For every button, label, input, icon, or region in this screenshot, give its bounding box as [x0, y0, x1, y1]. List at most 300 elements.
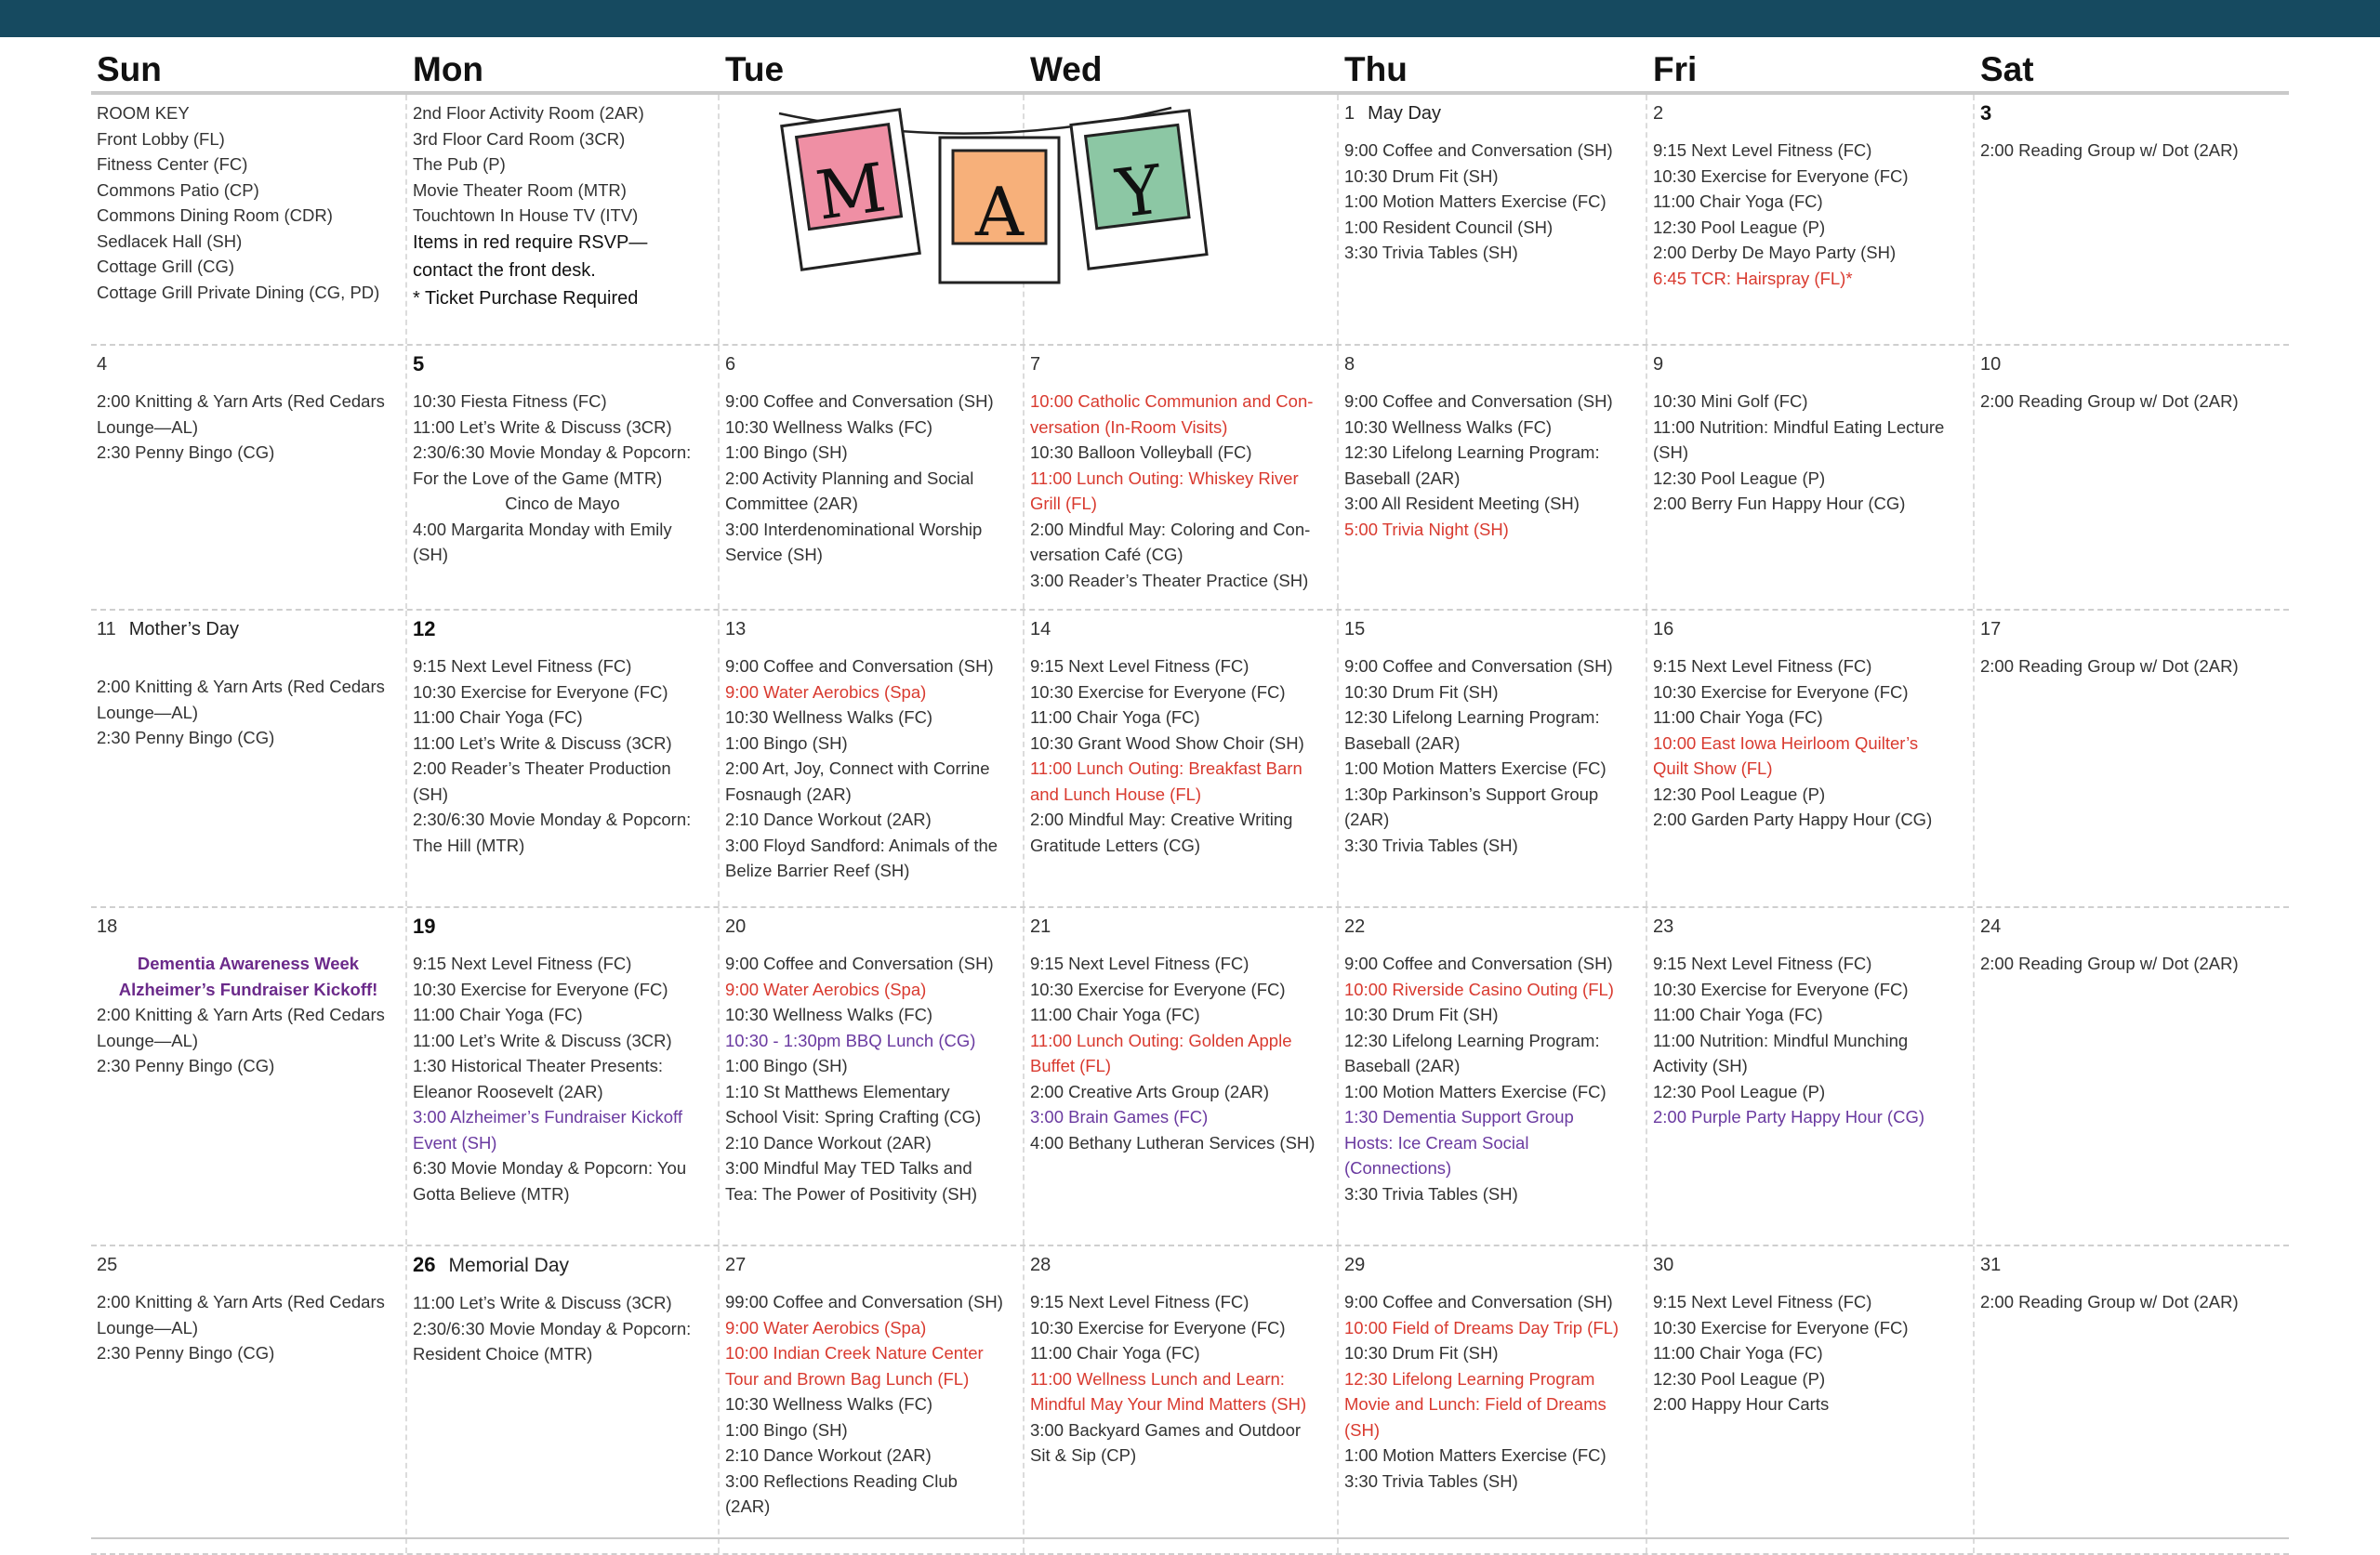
event-line: 11:00 Wellness Lunch and Learn: [1030, 1368, 1285, 1389]
day-number: 27 [725, 1255, 747, 1275]
event-line: 11:00 Chair Yoga (FC) [1653, 1343, 1823, 1363]
day-number-row [1030, 916, 1331, 938]
event-line: 11:00 Lunch Outing: Golden Apple [1030, 1030, 1292, 1050]
event-line: 10:00 Indian Creek Nature Center [725, 1343, 984, 1363]
event-line: Baseball (2AR) [1344, 732, 1461, 753]
day-number: 25 [97, 1255, 118, 1275]
event-line: (SH) [1344, 1419, 1381, 1440]
event-line: 10:30 Wellness Walks (FC) [725, 707, 933, 727]
event-line: 1:00 Motion Matters Exercise (FC) [1344, 1445, 1606, 1465]
event-line: Baseball (2AR) [1344, 468, 1461, 488]
event-line: 10:30 Exercise for Everyone (FC) [413, 681, 668, 702]
event-line: 11:00 Chair Yoga (FC) [413, 707, 583, 727]
day-cell [1975, 95, 2289, 344]
room-key-item: 3rd Floor Card Room (3CR) [413, 128, 626, 149]
event-line: The Hill (MTR) [413, 835, 525, 855]
day-cell [407, 1246, 720, 1553]
day-number-row [413, 618, 712, 640]
event-line: 2:00 Derby De Mayo Party (SH) [1653, 243, 1897, 262]
event-line: 10:30 Wellness Walks (FC) [1344, 416, 1553, 437]
day-number: 21 [1030, 916, 1051, 937]
day-number-row [1030, 618, 1331, 640]
event-line: 12:30 Pool League (P) [1653, 1081, 1826, 1101]
day-number: 8 [1344, 354, 1355, 375]
day-number-row [725, 1254, 1017, 1276]
day-number: 30 [1653, 1255, 1674, 1275]
day-number-row [1344, 618, 1640, 640]
event-line: 2:30 Penny Bingo (CG) [97, 1343, 275, 1363]
event-line: 2:00 Purple Party Happy Hour (CG) [1653, 1107, 1925, 1127]
event-line: 9:15 Next Level Fitness (FC) [413, 954, 632, 973]
day-number-row [1980, 1254, 2283, 1276]
event-line: 9:00 Water Aerobics (Spa) [725, 1317, 927, 1338]
day-number-row [413, 1254, 712, 1277]
event-line: Lounge—AL) [97, 702, 199, 722]
day-number: 22 [1344, 916, 1366, 937]
holiday-label: Memorial Day [448, 1255, 570, 1276]
day-cell [91, 611, 407, 906]
day-number: 10 [1980, 354, 2002, 375]
event-line: 3:30 Trivia Tables (SH) [1344, 243, 1518, 262]
event-line: 11:00 Lunch Outing: Breakfast Barn [1030, 758, 1302, 778]
event-line: 3:30 Trivia Tables (SH) [1344, 1183, 1518, 1204]
event-line: 2:00 Knitting & Yarn Arts (Red Cedars [97, 391, 385, 411]
rsvp-note: contact the front desk. [413, 259, 596, 281]
event-line: 11:00 Chair Yoga (FC) [1653, 707, 1823, 727]
day-number-row [1344, 916, 1640, 938]
day-number-row [97, 618, 400, 640]
event-line: 10:30 Exercise for Everyone (FC) [1653, 1317, 1909, 1338]
event-line: Buffet (FL) [1030, 1056, 1112, 1075]
event-line: 2:00 Reading Group w/ Dot (2AR) [1980, 1292, 2239, 1311]
room-key-item: The Pub (P) [413, 154, 506, 174]
event-line: Lounge—AL) [97, 416, 199, 437]
event-line: 3:00 Backyard Games and Outdoor [1030, 1419, 1302, 1440]
event-line: 2:00 Knitting & Yarn Arts (Red Cedars [97, 1005, 385, 1024]
weekday-header-sat: Sat [1980, 50, 2034, 88]
event-line: 9:00 Water Aerobics (Spa) [725, 681, 927, 702]
day-number-row [1653, 1254, 1967, 1276]
event-line: and Lunch House (FL) [1030, 784, 1202, 804]
day-number: 29 [1344, 1255, 1366, 1275]
event-line: 12:30 Pool League (P) [1653, 468, 1826, 488]
weekday-header-wed: Wed [1030, 50, 1103, 88]
event-line: 9:15 Next Level Fitness (FC) [1030, 1292, 1250, 1311]
ticket-note: * Ticket Purchase Required [413, 287, 639, 309]
event-line: 3:00 Floyd Sandford: Animals of the [725, 835, 998, 855]
event-line: 9:15 Next Level Fitness (FC) [1653, 954, 1872, 973]
event-line: 11:00 Chair Yoga (FC) [1653, 191, 1823, 211]
event-line: 11:00 Chair Yoga (FC) [1030, 707, 1200, 727]
day-cell [1975, 1246, 2289, 1553]
event-line: 6:45 TCR: Hairspray (FL)* [1653, 268, 1853, 288]
event-line: 12:30 Pool League (P) [1653, 1368, 1826, 1389]
day-number: 2 [1653, 103, 1664, 124]
event-line: 11:00 Chair Yoga (FC) [1030, 1343, 1200, 1363]
day-number: 16 [1653, 619, 1674, 639]
event-line: Committee (2AR) [725, 494, 858, 513]
day-cell [1647, 346, 1975, 609]
event-line: 10:30 Balloon Volleyball (FC) [1030, 442, 1252, 462]
day-cell [1647, 908, 1975, 1245]
event-line: 10:30 Wellness Walks (FC) [725, 416, 933, 437]
day-number: 18 [97, 916, 118, 937]
day-number: 7 [1030, 354, 1041, 375]
day-cell [1025, 611, 1339, 906]
day-cell [1647, 95, 1975, 344]
event-line: 1:00 Bingo (SH) [725, 732, 848, 753]
day-cell [1975, 908, 2289, 1245]
event-line: versation (In-Room Visits) [1030, 416, 1228, 437]
day-number-row [1344, 102, 1640, 125]
holiday-label: Mother’s Day [128, 619, 239, 639]
day-cell [1339, 1246, 1647, 1553]
event-line: 9:15 Next Level Fitness (FC) [1653, 1292, 1872, 1311]
event-line: 4:00 Bethany Lutheran Services (SH) [1030, 1132, 1316, 1153]
day-cell [1975, 346, 2289, 609]
event-line: Resident Choice (MTR) [413, 1344, 593, 1364]
event-line: 11:00 Nutrition: Mindful Munching [1653, 1030, 1909, 1050]
event-line: 12:30 Pool League (P) [1653, 217, 1826, 237]
event-line: 12:30 Lifelong Learning Program [1344, 1368, 1595, 1389]
event-line: 2:30 Penny Bingo (CG) [97, 1056, 275, 1075]
week-row [91, 908, 2289, 1246]
day-number-row [1653, 916, 1967, 938]
day-number: 15 [1344, 619, 1366, 639]
day-number-row [1344, 1254, 1640, 1276]
event-line: 10:30 Exercise for Everyone (FC) [413, 979, 668, 999]
event-line: Cinco de Mayo [505, 494, 620, 513]
room-key-item: Commons Patio (CP) [97, 179, 259, 200]
day-number-row [1980, 916, 2283, 938]
event-line: 1:00 Resident Council (SH) [1344, 217, 1554, 237]
banner-letter: M [811, 148, 891, 235]
day-cell [1339, 346, 1647, 609]
banner-letter: Y [1112, 150, 1166, 233]
event-line: 2:10 Dance Workout (2AR) [725, 1445, 932, 1465]
day-number: 23 [1653, 916, 1674, 937]
event-line: 9:00 Coffee and Conversation (SH) [1344, 140, 1613, 160]
room-key-item: Cottage Grill (CG) [97, 257, 235, 276]
day-number-row [1653, 618, 1967, 640]
event-line: (SH) [1653, 442, 1689, 462]
event-line: 9:00 Coffee and Conversation (SH) [725, 391, 994, 411]
room-key-item: Commons Dining Room (CDR) [97, 205, 333, 225]
day-number-row [1030, 1254, 1331, 1276]
event-line: 9:15 Next Level Fitness (FC) [1030, 954, 1250, 973]
event-line: 1:30 Dementia Support Group [1344, 1107, 1574, 1127]
event-line: 2:00 Activity Planning and Social [725, 468, 974, 488]
event-line: 11:00 Chair Yoga (FC) [1653, 1005, 1823, 1024]
room-key-item: Front Lobby (FL) [97, 128, 225, 149]
event-line: 1:00 Motion Matters Exercise (FC) [1344, 1081, 1606, 1101]
event-line: Grill (FL) [1030, 494, 1097, 513]
event-line: 11:00 Let’s Write & Discuss (3CR) [413, 1293, 672, 1312]
day-number-row [413, 353, 712, 376]
event-line: 2:30/6:30 Movie Monday & Popcorn: [413, 442, 692, 462]
event-line: 9:00 Coffee and Conversation (SH) [725, 954, 994, 973]
event-line: School Visit: Spring Crafting (CG) [725, 1107, 982, 1127]
event-line: Lounge—AL) [97, 1030, 199, 1050]
event-line: (SH) [413, 784, 449, 804]
rsvp-note: Items in red require RSVP— [413, 231, 648, 253]
event-line: 4:00 Margarita Monday with Emily [413, 519, 672, 539]
week-row [91, 611, 2289, 908]
weekday-header-thu: Thu [1344, 50, 1408, 88]
day-number: 26 [413, 1253, 436, 1276]
event-line: 3:00 Brain Games (FC) [1030, 1107, 1209, 1127]
event-line: 3:00 All Resident Meeting (SH) [1344, 494, 1580, 513]
day-cell [91, 908, 407, 1245]
day-number: 5 [413, 352, 425, 376]
event-line: 9:00 Coffee and Conversation (SH) [1344, 656, 1613, 676]
event-line: Mindful May Your Mind Matters (SH) [1030, 1394, 1307, 1414]
room-key-cell [91, 95, 407, 344]
event-line: 10:30 Exercise for Everyone (FC) [1030, 1317, 1286, 1338]
day-cell [720, 346, 1025, 609]
event-line: 1:00 Motion Matters Exercise (FC) [1344, 758, 1606, 778]
event-line: 2:00 Reader’s Theater Production [413, 758, 671, 778]
event-line: Movie and Lunch: Field of Dreams [1344, 1394, 1606, 1414]
event-line: 11:00 Chair Yoga (FC) [413, 1005, 583, 1024]
weekday-header-mon: Mon [413, 50, 484, 88]
event-line: 10:30 Drum Fit (SH) [1344, 1343, 1499, 1363]
event-line: 10:30 Drum Fit (SH) [1344, 681, 1499, 702]
day-cell [91, 1246, 407, 1553]
day-cell [720, 611, 1025, 906]
event-line: 10:00 Catholic Communion and Con- [1030, 391, 1314, 411]
event-line: 2:00 Berry Fun Happy Hour (CG) [1653, 494, 1906, 513]
day-number-row [1980, 353, 2283, 376]
event-line: Tea: The Power of Positivity (SH) [725, 1183, 978, 1204]
event-line: 11:00 Nutrition: Mindful Eating Lecture [1653, 416, 1945, 437]
day-number: 3 [1980, 101, 1992, 125]
event-line: Baseball (2AR) [1344, 1056, 1461, 1075]
event-line: 10:30 Drum Fit (SH) [1344, 1005, 1499, 1024]
day-number-row [1653, 102, 1967, 125]
room-key-cell-continued [407, 95, 720, 344]
event-line: 10:00 Riverside Casino Outing (FL) [1344, 979, 1614, 999]
event-line: 11:00 Let’s Write & Discuss (3CR) [413, 416, 672, 437]
event-line: 10:30 Fiesta Fitness (FC) [413, 391, 607, 411]
event-line: Belize Barrier Reef (SH) [725, 861, 910, 880]
event-line: 3:00 Mindful May TED Talks and [725, 1158, 972, 1178]
event-line: 3:00 Alzheimer’s Fundraiser Kickoff [413, 1107, 682, 1127]
event-line: 12:30 Lifelong Learning Program: [1344, 442, 1600, 462]
day-number-row [97, 916, 400, 938]
day-number-row [97, 1254, 400, 1276]
event-line: 10:30 Grant Wood Show Choir (SH) [1030, 732, 1304, 753]
event-line: 10:30 Exercise for Everyone (FC) [1030, 681, 1286, 702]
day-number: 9 [1653, 354, 1664, 375]
day-number-row [725, 353, 1017, 376]
banner-flag-m [782, 110, 919, 270]
event-line: 10:30 Wellness Walks (FC) [725, 1394, 933, 1414]
day-number: 28 [1030, 1255, 1051, 1275]
event-line: 2:00 Garden Party Happy Hour (CG) [1653, 810, 1933, 829]
event-line: Tour and Brown Bag Lunch (FL) [725, 1368, 970, 1389]
day-cell [407, 611, 720, 906]
event-line: Hosts: Ice Cream Social [1344, 1132, 1529, 1153]
event-line: 10:30 Mini Golf (FC) [1653, 391, 1808, 411]
day-number: 20 [725, 916, 747, 937]
day-cell [91, 346, 407, 609]
day-cell [407, 908, 720, 1245]
event-line: 1:00 Motion Matters Exercise (FC) [1344, 191, 1606, 211]
day-number-row [413, 916, 712, 938]
day-number: 31 [1980, 1255, 2002, 1275]
banner-flag-a [940, 138, 1059, 283]
event-line: Fosnaugh (2AR) [725, 784, 852, 804]
event-line: Eleanor Roosevelt (2AR) [413, 1081, 603, 1101]
event-line: 2:00 Reading Group w/ Dot (2AR) [1980, 656, 2239, 676]
event-line: 2:00 Reading Group w/ Dot (2AR) [1980, 954, 2239, 973]
event-line: 12:30 Lifelong Learning Program: [1344, 707, 1600, 727]
event-line: 10:30 Exercise for Everyone (FC) [1653, 165, 1909, 186]
event-line: 9:15 Next Level Fitness (FC) [413, 656, 632, 676]
event-line: 2:30/6:30 Movie Monday & Popcorn: [413, 810, 692, 829]
day-cell [1339, 908, 1647, 1245]
event-line: Gotta Believe (MTR) [413, 1183, 570, 1204]
event-line: 2:00 Reading Group w/ Dot (2AR) [1980, 391, 2239, 411]
may-banner [688, 99, 1264, 303]
room-key-title: ROOM KEY [97, 103, 190, 123]
event-line: 2:00 Knitting & Yarn Arts (Red Cedars [97, 1292, 385, 1311]
event-line: 1:00 Bingo (SH) [725, 1056, 848, 1075]
event-line: 9:00 Coffee and Conversation (SH) [725, 656, 994, 676]
event-line: 11:00 Let’s Write & Discuss (3CR) [413, 1030, 672, 1050]
event-line: 9:00 Coffee and Conversation (SH) [1344, 391, 1613, 411]
room-key-item: Touchtown In House TV (ITV) [413, 205, 639, 225]
event-line: Quilt Show (FL) [1653, 758, 1773, 778]
special-event-title: Dementia Awareness Week [137, 954, 360, 973]
event-line: 3:00 Interdenominational Worship [725, 519, 983, 539]
day-cell [720, 1246, 1025, 1553]
holiday-label: May Day [1368, 103, 1442, 124]
event-line: 9:00 Coffee and Conversation (SH) [1344, 954, 1613, 973]
event-line: 2:30 Penny Bingo (CG) [97, 728, 275, 747]
event-line: 9:15 Next Level Fitness (FC) [1653, 656, 1872, 676]
event-line: versation Café (CG) [1030, 545, 1183, 564]
event-line: 1:00 Bingo (SH) [725, 1419, 848, 1440]
weekday-header-tue: Tue [725, 50, 785, 88]
event-line: Service (SH) [725, 545, 823, 564]
event-line: 11:00 Let’s Write & Discuss (3CR) [413, 732, 672, 753]
day-cell [1025, 1246, 1339, 1553]
weekday-header-fri: Fri [1653, 50, 1698, 88]
room-key-item: Fitness Center (FC) [97, 154, 248, 174]
event-line: 11:00 Chair Yoga (FC) [1030, 1005, 1200, 1024]
day-number: 4 [97, 354, 108, 375]
event-line: (SH) [413, 545, 449, 564]
event-line: 3:00 Reflections Reading Club [725, 1470, 958, 1491]
day-number: 6 [725, 354, 736, 375]
event-line: 1:30p Parkinson’s Support Group [1344, 784, 1599, 804]
room-key-item: 2nd Floor Activity Room (2AR) [413, 103, 644, 123]
event-line: 1:00 Bingo (SH) [725, 442, 848, 462]
week-row [91, 346, 2289, 611]
weekday-header-row [91, 45, 2289, 95]
event-line: 9:00 Water Aerobics (Spa) [725, 979, 927, 999]
event-line: 1:10 St Matthews Elementary [725, 1081, 950, 1101]
day-number: 14 [1030, 619, 1051, 639]
event-line: 3:30 Trivia Tables (SH) [1344, 835, 1518, 855]
week-row [91, 1246, 2289, 1555]
event-line: 10:00 East Iowa Heirloom Quilter’s [1653, 732, 1919, 753]
event-line: Sit & Sip (CP) [1030, 1445, 1137, 1465]
special-event-title: Alzheimer’s Fundraiser Kickoff! [118, 979, 378, 999]
event-line: 2:00 Happy Hour Carts [1653, 1394, 1830, 1414]
event-line: (2AR) [1344, 810, 1390, 829]
event-line: 6:30 Movie Monday & Popcorn: You [413, 1158, 687, 1178]
event-line: 2:00 Creative Arts Group (2AR) [1030, 1081, 1270, 1101]
event-line: 10:30 Exercise for Everyone (FC) [1653, 681, 1909, 702]
day-cell [1647, 1246, 1975, 1553]
day-number-row [1653, 353, 1967, 376]
event-line: 5:00 Trivia Night (SH) [1344, 519, 1509, 539]
event-line: 9:15 Next Level Fitness (FC) [1653, 140, 1872, 160]
calendar-weeks [91, 95, 2289, 1555]
event-line: 10:30 Exercise for Everyone (FC) [1030, 979, 1286, 999]
event-line: 12:30 Pool League (P) [1653, 784, 1826, 804]
event-line: 2:00 Mindful May: Coloring and Con- [1030, 519, 1311, 539]
event-line: 2:00 Art, Joy, Connect with Corrine [725, 758, 990, 778]
room-key-item: Cottage Grill Private Dining (CG, PD) [97, 282, 380, 302]
banner-letter: A [975, 173, 1024, 251]
event-line: For the Love of the Game (MTR) [413, 468, 663, 488]
day-cell [720, 908, 1025, 1245]
event-line: 10:30 Drum Fit (SH) [1344, 165, 1499, 186]
day-number-row [1030, 353, 1331, 376]
day-cell [407, 346, 720, 609]
day-cell [1339, 611, 1647, 906]
day-cell [1339, 95, 1647, 344]
event-line: 10:30 Exercise for Everyone (FC) [1653, 979, 1909, 999]
event-line: Gratitude Letters (CG) [1030, 835, 1201, 855]
event-line: (2AR) [725, 1496, 771, 1516]
day-number-row [725, 618, 1017, 640]
spacer [97, 653, 400, 674]
event-line: 12:30 Lifelong Learning Program: [1344, 1030, 1600, 1050]
day-number: 24 [1980, 916, 2002, 937]
day-number: 17 [1980, 619, 2002, 639]
day-number-row [1344, 353, 1640, 376]
day-number-row [725, 916, 1017, 938]
event-line: 3:30 Trivia Tables (SH) [1344, 1470, 1518, 1491]
event-line: 2:00 Knitting & Yarn Arts (Red Cedars [97, 677, 385, 696]
room-key-item: Sedlacek Hall (SH) [97, 231, 243, 251]
day-number-row [1980, 618, 2283, 640]
event-line: 2:10 Dance Workout (2AR) [725, 1132, 932, 1153]
day-number: 19 [413, 915, 436, 938]
day-number: 11 [97, 619, 116, 639]
event-line: 9:00 Coffee and Conversation (SH) [1344, 1292, 1613, 1311]
event-line: Lounge—AL) [97, 1317, 199, 1338]
event-line: 10:30 Wellness Walks (FC) [725, 1005, 933, 1024]
event-line: 2:30/6:30 Movie Monday & Popcorn: [413, 1318, 692, 1338]
banner-flag-y [1071, 111, 1207, 269]
event-line: 10:30 - 1:30pm BBQ Lunch (CG) [725, 1030, 976, 1050]
event-line: 3:00 Reader’s Theater Practice (SH) [1030, 570, 1309, 590]
event-line: (Connections) [1344, 1158, 1452, 1178]
day-cell [1975, 611, 2289, 906]
day-number: 12 [413, 617, 436, 640]
day-number-row [97, 353, 400, 376]
day-cell [1647, 611, 1975, 906]
day-number-row [1980, 102, 2283, 125]
room-key-item: Movie Theater Room (MTR) [413, 179, 627, 200]
event-line: Event (SH) [413, 1132, 497, 1153]
